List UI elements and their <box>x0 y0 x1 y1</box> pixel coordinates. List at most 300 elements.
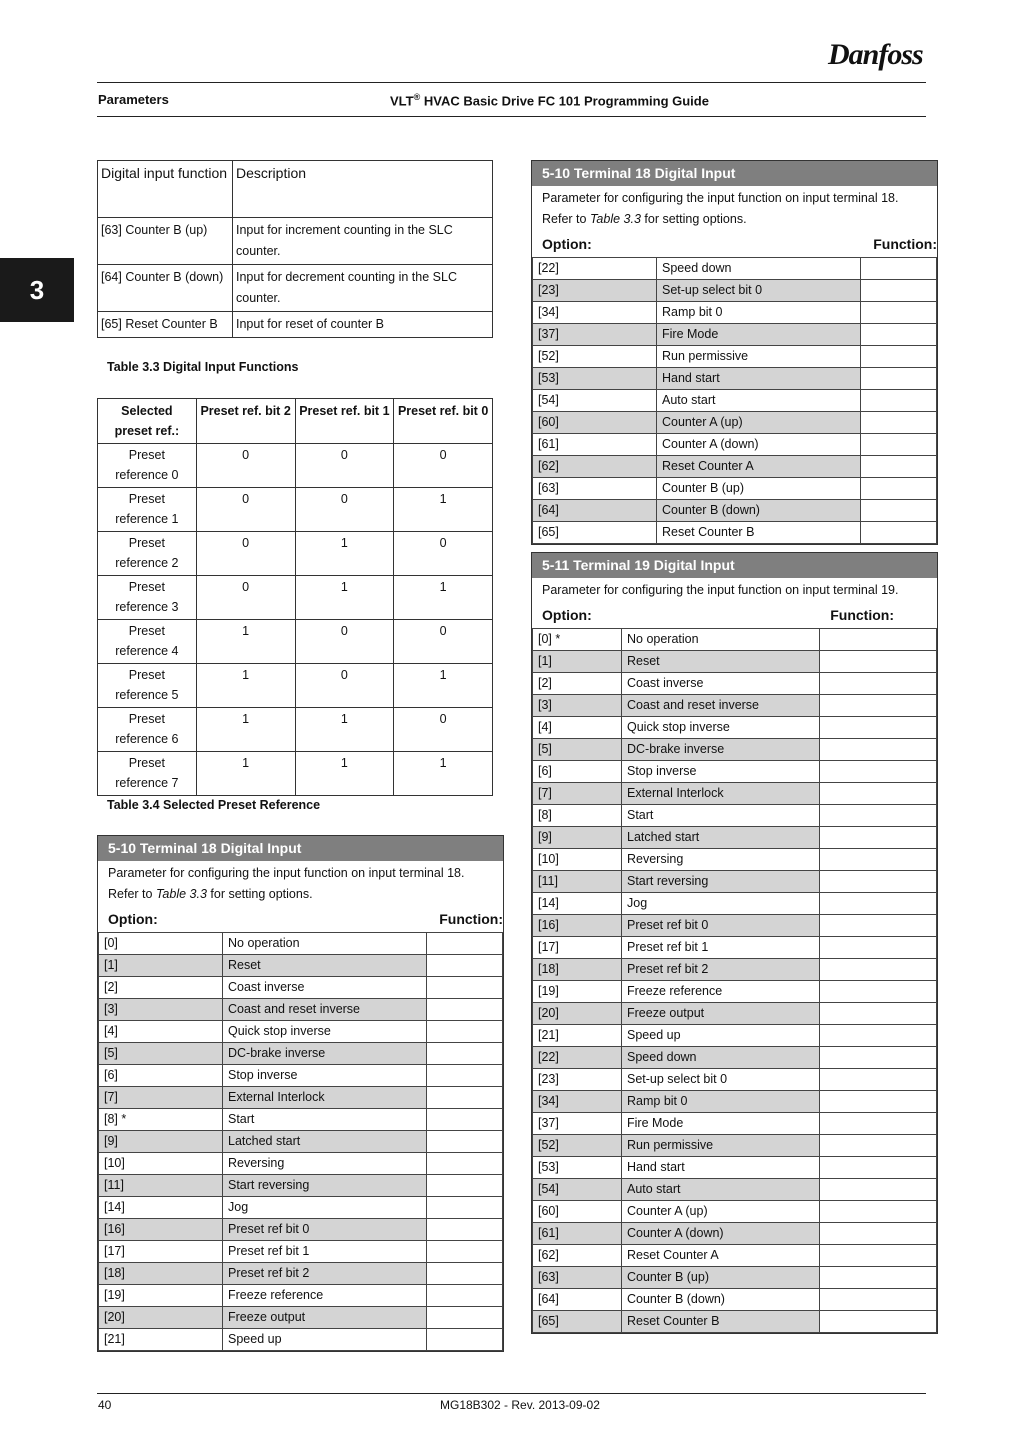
option-row <box>533 346 937 368</box>
option-label: Coast and reset inverse <box>223 999 427 1021</box>
option-row <box>533 915 937 937</box>
option-label: Quick stop inverse <box>622 717 820 739</box>
option-row <box>533 1223 937 1245</box>
option-row <box>533 783 937 805</box>
option-code: [11] <box>533 871 622 893</box>
table-row <box>98 444 493 488</box>
option-row <box>533 959 937 981</box>
function-cell <box>820 761 937 783</box>
option-rows <box>533 258 937 544</box>
option-label: Start <box>622 805 820 827</box>
function-cell <box>427 977 503 999</box>
function-cell <box>820 1201 937 1223</box>
option-label: Freeze output <box>223 1307 427 1329</box>
table-cell: 1 <box>295 576 394 620</box>
option-label: Option: <box>542 607 592 623</box>
option-label: Stop inverse <box>622 761 820 783</box>
option-label: Counter B (down) <box>657 500 861 522</box>
option-row <box>533 871 937 893</box>
table-reference: Table 3.3 <box>589 212 641 226</box>
function-cell <box>820 1069 937 1091</box>
table-cell: 1 <box>196 664 295 708</box>
option-row <box>99 1087 503 1109</box>
table-cell: Preset reference 6 <box>98 708 197 752</box>
option-label: Set-up select bit 0 <box>622 1069 820 1091</box>
option-code: [34] <box>533 1091 622 1113</box>
option-label: Preset ref bit 1 <box>223 1241 427 1263</box>
document-id: MG18B302 - Rev. 2013-09-02 <box>440 1398 600 1412</box>
option-code: [63] <box>533 478 657 500</box>
option-code: [6] <box>99 1065 223 1087</box>
function-cell <box>820 695 937 717</box>
option-table <box>98 932 503 1351</box>
option-function-header <box>532 603 937 628</box>
option-row <box>533 280 937 302</box>
option-code: [0] <box>99 933 223 955</box>
function-cell <box>820 893 937 915</box>
option-code: [65] <box>533 1311 622 1333</box>
param-description <box>532 186 937 232</box>
option-label: DC-brake inverse <box>622 739 820 761</box>
option-code: [23] <box>533 280 657 302</box>
option-code: [64] <box>533 1289 622 1311</box>
option-code: [21] <box>99 1329 223 1351</box>
option-row <box>533 981 937 1003</box>
option-row <box>533 893 937 915</box>
table-cell: Preset reference 3 <box>98 576 197 620</box>
option-label: Reset Counter A <box>622 1245 820 1267</box>
option-row <box>99 1065 503 1087</box>
option-row <box>533 478 937 500</box>
function-label: Function: <box>830 607 894 623</box>
function-cell <box>861 346 937 368</box>
option-code: [4] <box>533 717 622 739</box>
option-code: [52] <box>533 346 657 368</box>
option-row <box>533 827 937 849</box>
function-cell <box>820 871 937 893</box>
page-number: 40 <box>98 1398 112 1412</box>
option-label: Run permissive <box>622 1135 820 1157</box>
option-code: [37] <box>533 324 657 346</box>
function-cell <box>427 1109 503 1131</box>
function-cell <box>820 673 937 695</box>
option-label: Counter B (up) <box>622 1267 820 1289</box>
function-cell <box>427 1065 503 1087</box>
table-cell: 1 <box>196 708 295 752</box>
option-row <box>533 717 937 739</box>
function-cell <box>820 739 937 761</box>
table-cell: 0 <box>394 620 493 664</box>
option-code: [60] <box>533 412 657 434</box>
option-row <box>99 1109 503 1131</box>
option-label: Preset ref bit 1 <box>622 937 820 959</box>
option-row <box>533 412 937 434</box>
table-cell: 0 <box>295 664 394 708</box>
table-header-row <box>98 161 493 218</box>
param-description <box>98 861 503 907</box>
option-row <box>99 1241 503 1263</box>
table-cell: 1 <box>295 708 394 752</box>
option-row <box>99 1219 503 1241</box>
option-label: Option: <box>108 911 158 927</box>
option-row <box>533 849 937 871</box>
option-code: [8] * <box>99 1109 223 1131</box>
option-label: No operation <box>622 629 820 651</box>
function-cell <box>820 629 937 651</box>
option-label: Ramp bit 0 <box>622 1091 820 1113</box>
table-cell: Preset reference 1 <box>98 488 197 532</box>
option-label: Start <box>223 1109 427 1131</box>
option-code: [62] <box>533 456 657 478</box>
option-row <box>533 1289 937 1311</box>
function-label: Function: <box>439 911 503 927</box>
option-row <box>99 1285 503 1307</box>
table-cell: [64] Counter B (down) <box>98 265 233 312</box>
option-code: [64] <box>533 500 657 522</box>
option-code: [19] <box>533 981 622 1003</box>
option-label: Quick stop inverse <box>223 1021 427 1043</box>
option-table <box>532 628 937 1333</box>
option-row <box>99 933 503 955</box>
option-code: [18] <box>99 1263 223 1285</box>
option-label: Reset <box>223 955 427 977</box>
function-cell <box>861 302 937 324</box>
option-code: [62] <box>533 1245 622 1267</box>
option-code: [10] <box>99 1153 223 1175</box>
brand-logo: Danfoss <box>828 38 923 71</box>
function-cell <box>820 937 937 959</box>
option-label: Jog <box>622 893 820 915</box>
param-title: 5-10 Terminal 18 Digital Input <box>532 161 937 186</box>
option-code: [2] <box>99 977 223 999</box>
column-header: Preset ref. bit 1 <box>295 399 394 444</box>
option-label: Hand start <box>657 368 861 390</box>
option-row <box>533 1311 937 1333</box>
table-cell: 0 <box>295 488 394 532</box>
footer-rule <box>97 1393 926 1394</box>
option-code: [23] <box>533 1069 622 1091</box>
function-cell <box>861 368 937 390</box>
table-row <box>98 265 493 312</box>
table-cell: 1 <box>295 752 394 796</box>
header-rule-bottom <box>97 116 926 117</box>
function-cell <box>820 1289 937 1311</box>
option-code: [65] <box>533 522 657 544</box>
function-cell <box>820 1003 937 1025</box>
option-label: Reversing <box>223 1153 427 1175</box>
option-label: Counter A (down) <box>622 1223 820 1245</box>
function-cell <box>820 915 937 937</box>
option-row <box>99 999 503 1021</box>
param-description-text: Parameter for configuring the input function on input terminal 18. Refer to <box>542 191 899 226</box>
option-row <box>533 739 937 761</box>
header-section: Parameters <box>98 92 169 107</box>
header-doc-title-prefix: VLT <box>390 93 414 109</box>
header-rule <box>97 82 926 83</box>
option-label: Latched start <box>223 1131 427 1153</box>
option-row <box>533 500 937 522</box>
table-reference: Table 3.3 <box>155 887 207 901</box>
table-row <box>98 620 493 664</box>
option-label: Start reversing <box>622 871 820 893</box>
function-cell <box>820 1223 937 1245</box>
param-description-text: for setting options. <box>640 212 747 226</box>
option-code: [2] <box>533 673 622 695</box>
option-code: [7] <box>99 1087 223 1109</box>
table-cell: Preset reference 7 <box>98 752 197 796</box>
option-row <box>533 456 937 478</box>
option-row <box>533 651 937 673</box>
option-label: DC-brake inverse <box>223 1043 427 1065</box>
option-code: [54] <box>533 1179 622 1201</box>
table-cell: Input for increment counting in the SLC counter. <box>233 218 493 265</box>
function-cell <box>820 1047 937 1069</box>
option-label: Auto start <box>622 1179 820 1201</box>
option-row <box>99 1329 503 1351</box>
column-header: Selected preset ref.: <box>98 399 197 444</box>
option-label: Reversing <box>622 849 820 871</box>
table-row <box>98 532 493 576</box>
table-cell: Preset reference 2 <box>98 532 197 576</box>
option-row <box>533 695 937 717</box>
option-row <box>533 937 937 959</box>
option-row <box>533 1245 937 1267</box>
option-label: No operation <box>223 933 427 955</box>
option-row <box>533 258 937 280</box>
table-cell: [65] Reset Counter B <box>98 312 233 338</box>
option-code: [3] <box>533 695 622 717</box>
function-cell <box>820 717 937 739</box>
option-code: [11] <box>99 1175 223 1197</box>
option-label: Set-up select bit 0 <box>657 280 861 302</box>
param-table-5-10-left <box>97 835 504 1352</box>
option-row <box>533 302 937 324</box>
function-cell <box>820 1245 937 1267</box>
table-cell: 1 <box>196 620 295 664</box>
option-label: Speed up <box>622 1025 820 1047</box>
table-cell: 0 <box>394 532 493 576</box>
function-cell <box>820 1311 937 1333</box>
option-label: Reset Counter B <box>622 1311 820 1333</box>
option-code: [8] <box>533 805 622 827</box>
function-cell <box>427 1197 503 1219</box>
option-code: [10] <box>533 849 622 871</box>
table-cell: 0 <box>196 532 295 576</box>
param-description-text: Parameter for configuring the input function on input terminal 18. Refer to <box>108 866 465 901</box>
option-function-header <box>532 232 937 257</box>
function-cell <box>820 1113 937 1135</box>
function-cell <box>427 999 503 1021</box>
table-cell: 0 <box>196 576 295 620</box>
function-cell <box>820 981 937 1003</box>
option-label: Jog <box>223 1197 427 1219</box>
function-cell <box>820 805 937 827</box>
option-label: Coast inverse <box>223 977 427 999</box>
option-row <box>99 1197 503 1219</box>
function-cell <box>820 1091 937 1113</box>
option-code: [52] <box>533 1135 622 1157</box>
option-row <box>99 1263 503 1285</box>
header-doc-title-suffix: HVAC Basic Drive FC 101 Programming Guide <box>420 93 709 109</box>
function-cell <box>427 1329 503 1351</box>
option-code: [34] <box>533 302 657 324</box>
option-row <box>533 1135 937 1157</box>
table-caption: Table 3.4 Selected Preset Reference <box>107 798 321 812</box>
option-code: [4] <box>99 1021 223 1043</box>
function-cell <box>427 1153 503 1175</box>
table-row <box>98 312 493 338</box>
option-label: Stop inverse <box>223 1065 427 1087</box>
function-cell <box>861 522 937 544</box>
option-code: [19] <box>99 1285 223 1307</box>
option-row <box>99 1021 503 1043</box>
option-row <box>533 1267 937 1289</box>
option-label: Start reversing <box>223 1175 427 1197</box>
function-cell <box>427 1043 503 1065</box>
option-label: Reset Counter A <box>657 456 861 478</box>
table-cell: 0 <box>394 708 493 752</box>
option-label: Counter B (up) <box>657 478 861 500</box>
function-cell <box>427 933 503 955</box>
option-label: Coast and reset inverse <box>622 695 820 717</box>
column-header: Preset ref. bit 0 <box>394 399 493 444</box>
option-code: [1] <box>533 651 622 673</box>
option-label: Counter A (up) <box>622 1201 820 1223</box>
option-label: Counter B (down) <box>622 1289 820 1311</box>
option-row <box>533 1047 937 1069</box>
option-label: Speed down <box>657 258 861 280</box>
function-cell <box>820 1179 937 1201</box>
function-cell <box>820 651 937 673</box>
option-label: Freeze reference <box>223 1285 427 1307</box>
option-row <box>533 1025 937 1047</box>
function-cell <box>861 258 937 280</box>
param-description-text: for setting options. <box>206 887 313 901</box>
header-doc-title <box>390 92 709 108</box>
table-cell: 0 <box>196 444 295 488</box>
table-row <box>98 488 493 532</box>
option-code: [9] <box>533 827 622 849</box>
function-cell <box>820 827 937 849</box>
function-cell <box>861 456 937 478</box>
option-row <box>533 1179 937 1201</box>
option-label: Speed down <box>622 1047 820 1069</box>
option-row <box>533 390 937 412</box>
param-table-5-10-right <box>531 160 938 545</box>
option-label: Hand start <box>622 1157 820 1179</box>
option-code: [20] <box>533 1003 622 1025</box>
function-cell <box>427 1263 503 1285</box>
option-label: Ramp bit 0 <box>657 302 861 324</box>
option-row <box>99 1153 503 1175</box>
option-label: Latched start <box>622 827 820 849</box>
table-row <box>98 218 493 265</box>
option-label: Counter A (down) <box>657 434 861 456</box>
table-row <box>98 576 493 620</box>
table-cell: 1 <box>295 532 394 576</box>
table-cell: Preset reference 0 <box>98 444 197 488</box>
option-label: Fire Mode <box>657 324 861 346</box>
digital-input-functions-table <box>97 160 493 338</box>
table-cell: 0 <box>196 488 295 532</box>
option-row <box>99 1307 503 1329</box>
param-title: 5-10 Terminal 18 Digital Input <box>98 836 503 861</box>
option-code: [22] <box>533 258 657 280</box>
option-label: Freeze output <box>622 1003 820 1025</box>
option-code: [53] <box>533 368 657 390</box>
option-label: Preset ref bit 2 <box>223 1263 427 1285</box>
column-header: Preset ref. bit 2 <box>196 399 295 444</box>
table-cell: 0 <box>295 620 394 664</box>
option-label: Speed up <box>223 1329 427 1351</box>
function-cell <box>427 1175 503 1197</box>
option-row <box>533 1157 937 1179</box>
function-cell <box>861 412 937 434</box>
table-cell: 1 <box>196 752 295 796</box>
function-cell <box>861 478 937 500</box>
function-cell <box>820 783 937 805</box>
table-cell: [63] Counter B (up) <box>98 218 233 265</box>
param-table-5-11 <box>531 552 938 1334</box>
table-cell: Preset reference 4 <box>98 620 197 664</box>
option-row <box>99 977 503 999</box>
function-cell <box>427 1219 503 1241</box>
option-row <box>99 1175 503 1197</box>
option-code: [21] <box>533 1025 622 1047</box>
option-code: [9] <box>99 1131 223 1153</box>
option-label: Coast inverse <box>622 673 820 695</box>
option-table <box>532 257 937 544</box>
option-row <box>99 1043 503 1065</box>
option-row <box>533 1113 937 1135</box>
table-cell: Input for reset of counter B <box>233 312 493 338</box>
column-header: Description <box>233 161 493 218</box>
option-code: [5] <box>533 739 622 761</box>
table-cell: 1 <box>394 752 493 796</box>
option-label: Freeze reference <box>622 981 820 1003</box>
function-cell <box>427 1087 503 1109</box>
function-cell <box>861 324 937 346</box>
table-row <box>98 664 493 708</box>
option-code: [37] <box>533 1113 622 1135</box>
table-header-row <box>98 399 493 444</box>
preset-reference-table <box>97 398 493 796</box>
option-code: [18] <box>533 959 622 981</box>
option-label: Counter A (up) <box>657 412 861 434</box>
function-cell <box>861 280 937 302</box>
column-header: Digital input function <box>98 161 233 218</box>
function-cell <box>427 1285 503 1307</box>
option-label: Preset ref bit 0 <box>622 915 820 937</box>
option-code: [1] <box>99 955 223 977</box>
option-code: [14] <box>99 1197 223 1219</box>
function-cell <box>820 959 937 981</box>
option-row <box>533 1201 937 1223</box>
option-label: Auto start <box>657 390 861 412</box>
function-label: Function: <box>873 236 937 252</box>
chapter-tab: 3 <box>0 258 74 322</box>
option-label: Run permissive <box>657 346 861 368</box>
option-row <box>533 761 937 783</box>
option-label: Preset ref bit 2 <box>622 959 820 981</box>
option-label: Preset ref bit 0 <box>223 1219 427 1241</box>
function-cell <box>820 1267 937 1289</box>
option-label: Fire Mode <box>622 1113 820 1135</box>
option-code: [61] <box>533 434 657 456</box>
option-row <box>533 522 937 544</box>
function-cell <box>427 1021 503 1043</box>
option-code: [20] <box>99 1307 223 1329</box>
